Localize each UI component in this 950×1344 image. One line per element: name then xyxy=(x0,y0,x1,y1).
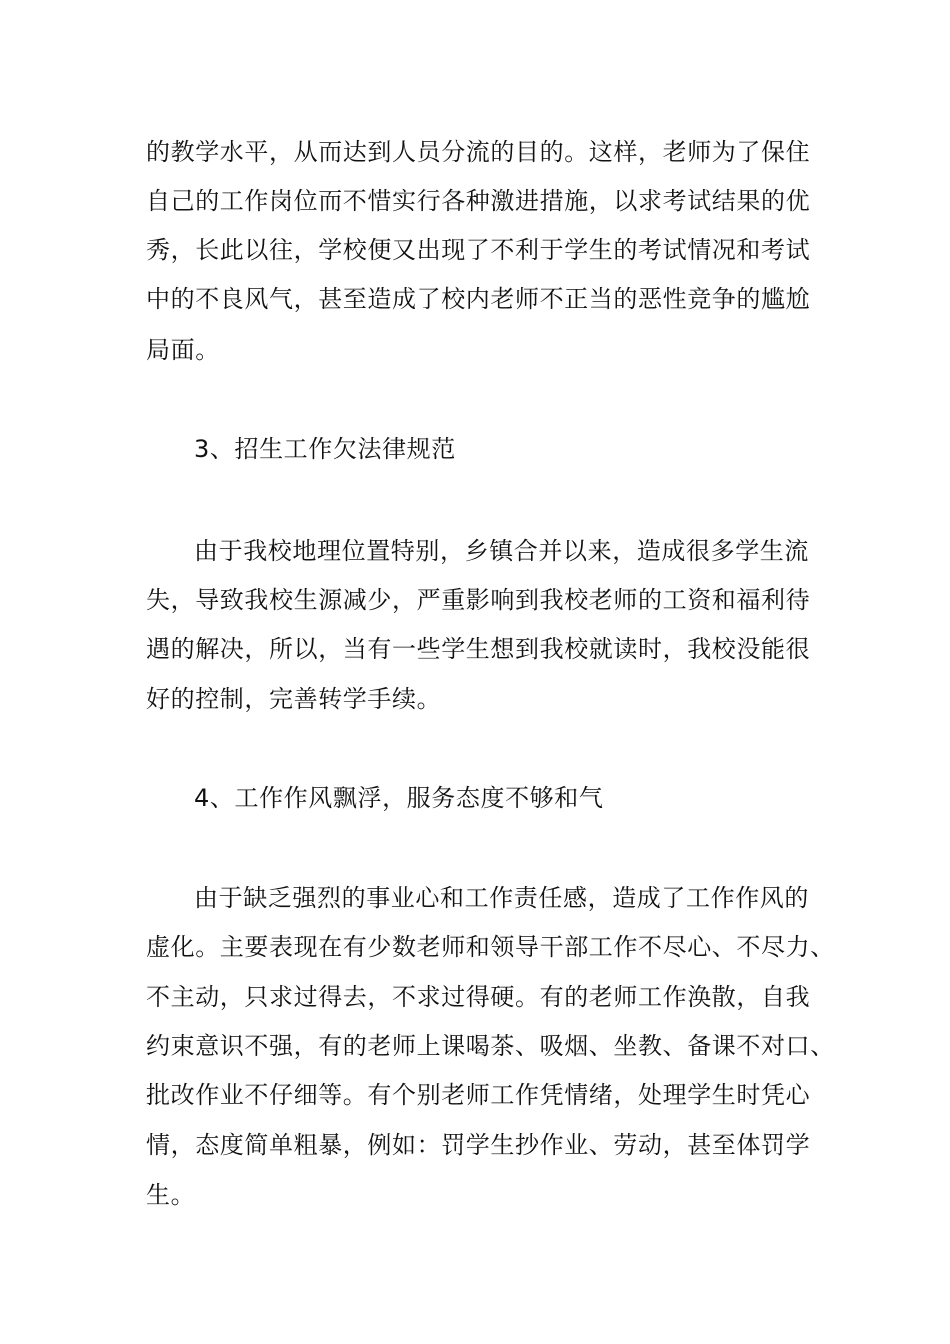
section-heading-4: 4、工作作风飘浮，服务态度不够和气 xyxy=(194,784,604,812)
paragraph-line: 好的控制，完善转学手续。 xyxy=(146,685,442,713)
paragraph-line: 的教学水平，从而达到人员分流的目的。这样，老师为了保住 xyxy=(146,138,811,166)
paragraph-line: 遇的解决，所以，当有一些学生想到我校就读时，我校没能很 xyxy=(146,635,811,663)
paragraph-line: 批改作业不仔细等。有个别老师工作凭情绪，处理学生时凭心 xyxy=(146,1081,811,1109)
paragraph-line: 虚化。主要表现在有少数老师和领导干部工作不尽心、不尽力、 xyxy=(146,933,835,961)
paragraph-line: 由于我校地理位置特别，乡镇合并以来，造成很多学生流 xyxy=(194,537,809,565)
paragraph-line: 情，态度简单粗暴，例如：罚学生抄作业、劳动，甚至体罚学 xyxy=(146,1131,811,1159)
section-heading-3: 3、招生工作欠法律规范 xyxy=(194,435,456,463)
paragraph-line: 中的不良风气，甚至造成了校内老师不正当的恶性竞争的尴尬 xyxy=(146,285,811,313)
paragraph-line: 失，导致我校生源减少，严重影响到我校老师的工资和福利待 xyxy=(146,586,811,614)
paragraph-line: 自己的工作岗位而不惜实行各种激进措施，以求考试结果的优 xyxy=(146,187,811,215)
paragraph-line: 局面。 xyxy=(146,336,220,364)
paragraph-line: 不主动，只求过得去，不求过得硬。有的老师工作涣散，自我 xyxy=(146,983,811,1011)
paragraph-line: 由于缺乏强烈的事业心和工作责任感，造成了工作作风的 xyxy=(194,884,809,912)
paragraph-line: 约束意识不强，有的老师上课喝茶、吸烟、坐教、备课不对口、 xyxy=(146,1032,835,1060)
paragraph-line: 生。 xyxy=(146,1181,196,1209)
paragraph-line: 秀，长此以往，学校便又出现了不利于学生的考试情况和考试 xyxy=(146,236,811,264)
